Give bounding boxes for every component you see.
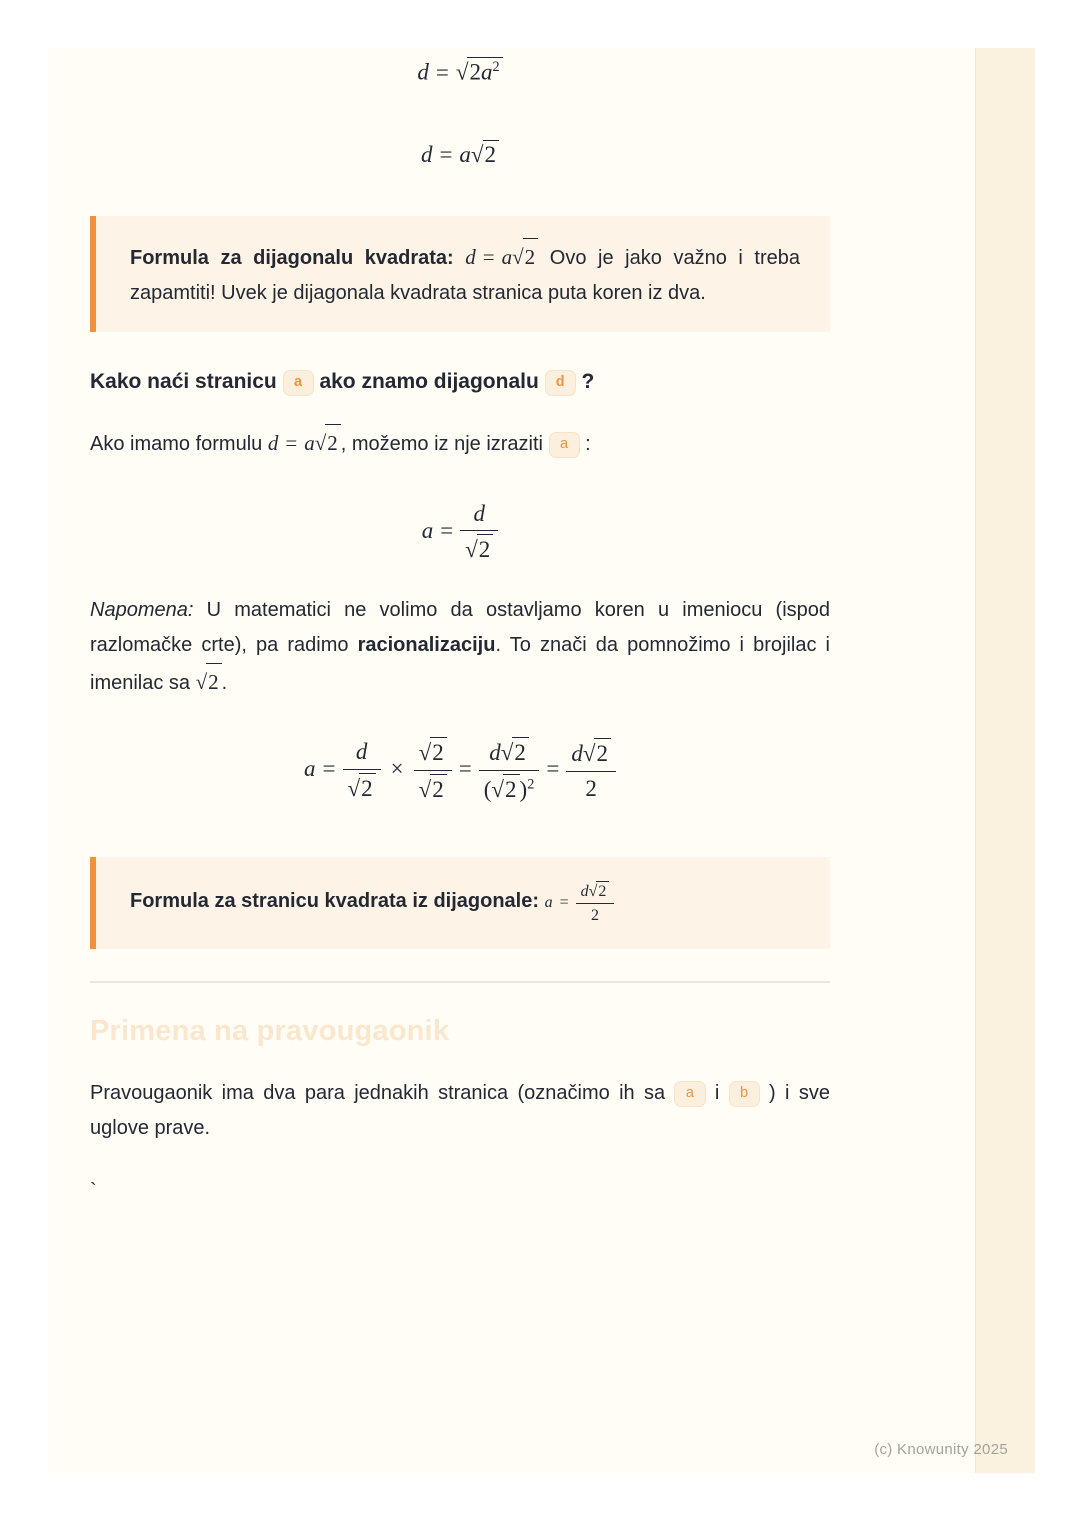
inline-code-chip-a: a — [674, 1081, 705, 1107]
formula-rationalization-chain: a = $\frac{d}{√2}$ × $\frac{√2}{√2}$ = $\frac{d√2}{(√2 )^2}$ = $\frac{d√2}{2}$ — [90, 737, 830, 805]
radical-sign: √ — [582, 741, 596, 767]
page-edge-stripe — [975, 48, 1035, 1473]
radical-sign: √ — [418, 740, 432, 766]
callout-diagonal-formula — [90, 216, 830, 332]
inline-code-chip-a: a — [549, 432, 580, 458]
inline-formula-d-equals-a-sqrt2: d = a√2 — [268, 431, 341, 455]
callout-side-text — [130, 881, 800, 926]
paragraph-derive-side: Ako imamo formulu d = a√2 , možemo iz nje izraziti a : — [90, 424, 830, 462]
callout-diagonal-text — [130, 238, 800, 311]
section-divider — [90, 981, 830, 983]
callout-diagonal-body: Ovo je jako važno i treba zapamtiti! Uvek je dijagonala kvadrata stranica puta koren iz dva. — [130, 246, 801, 304]
page-content — [90, 48, 830, 1209]
heading-primena-pravougaonik: Primena na pravougaonik — [90, 1015, 450, 1048]
fraction: $\frac{d√2}{(√2 )^2}$ — [479, 737, 540, 805]
radical-sign: √ — [465, 537, 478, 563]
radical-sign: √ — [418, 776, 432, 802]
inline-formula-side-from-diagonal: a = $\frac{d√2}{2}$ — [545, 894, 615, 911]
callout-side-title: Formula za stranicu kvadrata iz dijagonale: — [130, 889, 540, 912]
copyright-notice: (c) Knowunity 2025 — [874, 1441, 1008, 1458]
callout-diagonal-title: Formula za dijagonalu kvadrata: — [130, 246, 454, 269]
radical-sign: √ — [500, 740, 514, 766]
radical-sign: √ — [314, 430, 327, 455]
rationalization-term: racionalizaciju — [357, 634, 496, 657]
radical-sign: √ — [195, 670, 208, 695]
paragraph-pravougaonik: Pravougaonik ima dva para jednakih stranica (označimo ih sa a i b ) i sve uglove prave. — [90, 1082, 830, 1140]
inline-code-chip-a: a — [283, 370, 314, 396]
multiplication-sign: × — [390, 756, 404, 782]
fraction: $\frac{d}{√2}$ — [460, 500, 498, 566]
napomena-label: Napomena: — [90, 599, 194, 622]
fraction: $\frac{d√2}{2}$ — [566, 738, 616, 804]
radical-sign: √ — [491, 776, 505, 802]
sqrt-expression: √2 — [471, 140, 499, 168]
fraction: $\frac{√2}{√2}$ — [414, 737, 452, 805]
inline-formula-d-equals-a-sqrt2: d = a√2 — [465, 245, 538, 269]
formula-diagonal-simple: d = a√2 — [90, 140, 830, 168]
fraction: $\frac{d}{√2}$ — [343, 738, 381, 804]
formula-diagonal-radical: $d = √2a^2$ — [90, 57, 830, 86]
fraction: $\frac{d√2}{2}$ — [576, 881, 615, 926]
radical-sign: √ — [588, 882, 598, 900]
formula-side-over-sqrt2: a = $\frac{d}{√2}$ — [90, 500, 830, 566]
radical-sign: √ — [470, 141, 484, 167]
document-page — [48, 48, 1035, 1473]
inline-sqrt2: √2 — [196, 670, 222, 694]
inline-code-chip-d: d — [545, 370, 576, 396]
paragraph-napomena: Napomena: U matematici ne volimo da ostavljamo koren u imeniocu (ispod razlomačke crte), pa radimo racionalizaciju. To znači da pomnožimo i brojilac i imenilac sa √2 . — [90, 593, 830, 701]
radical-sign: √ — [455, 59, 469, 85]
heading-find-side: Kako naći stranicu a ako znamo dijagonalu d ? — [90, 370, 830, 396]
stray-backtick: ` — [90, 1180, 97, 1203]
radical-sign: √ — [512, 244, 524, 269]
callout-side-formula — [90, 857, 830, 950]
inline-code-chip-b: b — [729, 1081, 760, 1107]
sqrt-expression: $√2a^2$ — [456, 57, 503, 86]
radical-sign: √ — [347, 775, 361, 801]
